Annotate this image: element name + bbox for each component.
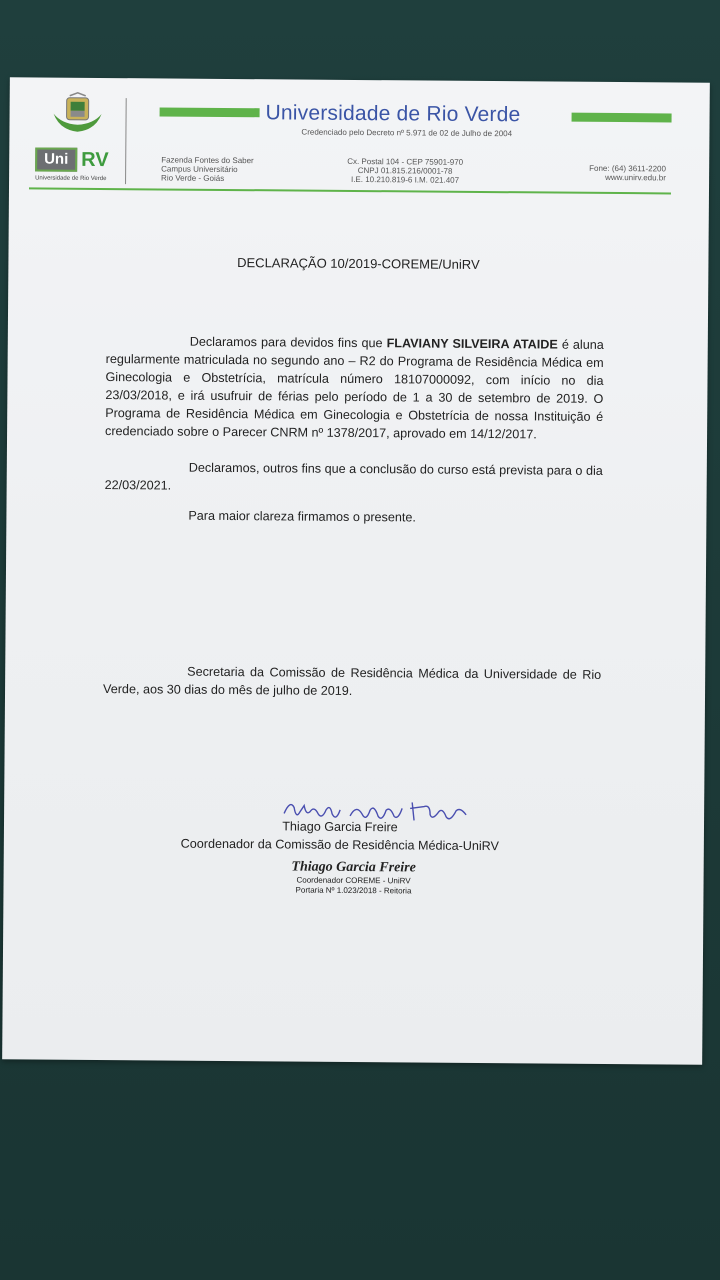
stamp-name: Thiago Garcia Freire bbox=[291, 859, 416, 876]
document-sheet bbox=[2, 77, 710, 1064]
header-divider bbox=[125, 98, 127, 184]
paragraph-main-prefix: Declaramos para devidos fins que bbox=[189, 334, 387, 351]
address-campus: Fazenda Fontes do Saber Campus Universitário Rio Verde - Goiás bbox=[161, 155, 254, 183]
stamp-portaria: Portaria Nº 1.023/2018 - Reitoria bbox=[295, 885, 412, 896]
student-name: FLAVIANY SILVEIRA ATAIDE bbox=[386, 336, 558, 352]
header-green-bar-left bbox=[160, 107, 260, 117]
paragraph-main bbox=[105, 332, 604, 444]
stamp-title: Coordenador COREME - UniRV bbox=[296, 875, 411, 886]
signer-role: Coordenador da Comissão de Residência Médica-UniRV bbox=[180, 836, 500, 854]
logo-subtitle: Universidade de Rio Verde bbox=[35, 175, 107, 183]
header-rule bbox=[29, 187, 671, 194]
paragraph-conclusion: Declaramos, outros fins que a conclusão do curso está prevista para o dia 22/03/2021. bbox=[104, 460, 603, 493]
logo-uni-text: Uni bbox=[35, 147, 77, 171]
document-title: DECLARAÇÃO 10/2019-COREME/UniRV bbox=[237, 255, 480, 272]
university-crest-icon bbox=[49, 92, 105, 136]
paragraph-main-body: é aluna regularmente matriculada no segundo ano – R2 do Programa de Residência Médica em Ginecologia e Obstetrícia, matrícula número 18107000092, com início no dia 23/03/2018, e irá usufruir de férias pelo período de 1 a 30 de setembro de 2019. O Programa de Residência Médica em Ginecologia e Obstetrícia de nossa Instituição é credenciado sobre o Parecer CNRM nº 1378/2017, aprovado em 14/12/2017. bbox=[105, 337, 604, 442]
university-name: Universidade de Rio Verde bbox=[265, 101, 521, 127]
paragraph-secretaria: Secretaria da Comissão de Residência Médica da Universidade de Rio Verde, aos 30 dias do mês de julho de 2019. bbox=[103, 664, 602, 698]
address-postal: Cx. Postal 104 - CEP 75901-970 CNPJ 01.815.216/0001-78 I.E. 10.210.819-6 I.M. 021.407 bbox=[347, 156, 464, 185]
header-green-bar-right bbox=[572, 113, 672, 123]
official-stamp bbox=[283, 859, 423, 896]
signer-name: Thiago Garcia Freire bbox=[282, 819, 398, 835]
address-contact: Fone: (64) 3611-2200 www.unirv.edu.br bbox=[589, 163, 666, 183]
decree-text: Credenciado pelo Decreto nº 5.971 de 02 de Julho de 2004 bbox=[301, 127, 513, 139]
paragraph-closing: Para maior clareza firmamos o presente. bbox=[188, 508, 416, 525]
logo-rv-text: RV bbox=[81, 148, 109, 172]
unirv-logo bbox=[35, 147, 121, 174]
